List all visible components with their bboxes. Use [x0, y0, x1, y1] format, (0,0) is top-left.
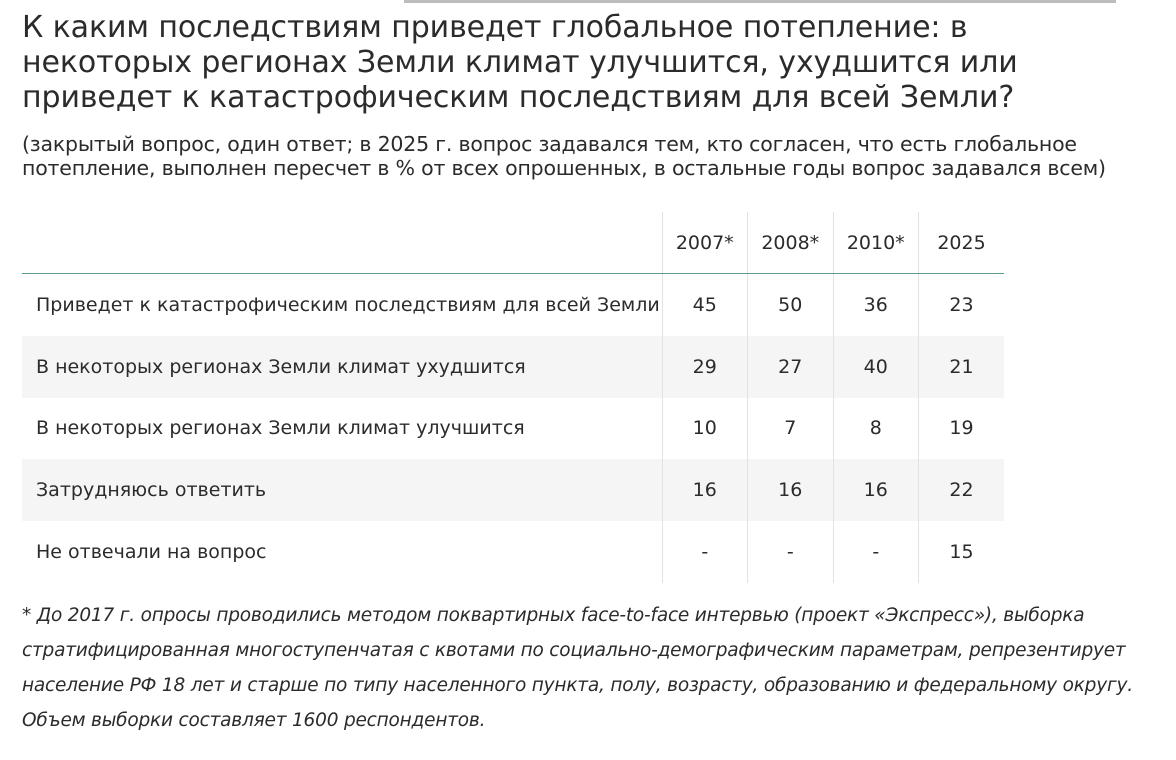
- cell-value: 29: [662, 336, 748, 398]
- top-divider: [404, 0, 1116, 3]
- page-title: К каким последствиям приведет глобальное потепление: в некоторых регионах Земли климат улучшится, ухудшится или приведет к катастрофическим последствиям для всей Земли?: [22, 10, 1018, 115]
- cell-value: 16: [833, 459, 919, 521]
- cell-value: 7: [748, 398, 834, 460]
- cell-value: 16: [662, 459, 748, 521]
- cell-value: 16: [748, 459, 834, 521]
- table-row: [22, 274, 1004, 336]
- cell-value: 21: [919, 336, 1005, 398]
- cell-value: -: [833, 521, 919, 583]
- column-header-2007: 2007*: [662, 212, 748, 274]
- row-label: Не отвечали на вопрос: [36, 541, 267, 564]
- cell-value: -: [662, 521, 748, 583]
- table-row: [22, 398, 1004, 460]
- cell-value: 40: [833, 336, 919, 398]
- question-note: (закрытый вопрос, один ответ; в 2025 г. вопрос задавался тем, кто согласен, что есть глобальное потепление, выполнен пересчет в % от всех опрошенных, в остальные годы вопрос задавался всем): [22, 132, 1106, 180]
- column-header-2010: 2010*: [833, 212, 919, 274]
- table-header-row: [22, 212, 1004, 274]
- row-label: В некоторых регионах Земли климат ухудшится: [22, 336, 662, 398]
- cell-value: 23: [919, 274, 1005, 336]
- table-row: [22, 336, 1004, 398]
- cell-value: 15: [919, 521, 1005, 583]
- results-table: [22, 212, 1004, 583]
- row-label: Приведет к катастрофическим последствиям для всей Земли: [36, 293, 660, 316]
- header-label-cell: [22, 212, 662, 274]
- cell-value: 10: [662, 398, 748, 460]
- cell-value: 8: [833, 398, 919, 460]
- cell-value: 50: [748, 274, 834, 336]
- cell-value: 19: [919, 398, 1005, 460]
- row-label: В некоторых регионах Земли климат улучшится: [36, 417, 525, 440]
- cell-value: 36: [833, 274, 919, 336]
- cell-value: -: [748, 521, 834, 583]
- column-header-2008: 2008*: [748, 212, 834, 274]
- table-row: [22, 459, 1004, 521]
- column-header-2025: 2025: [919, 212, 1005, 274]
- table-row: [22, 521, 1004, 583]
- methodology-footnote: * До 2017 г. опросы проводились методом поквартирных face-to-face интервью (проект «Экспресс»), выборка стратифицированная многоступенчатая с квотами по социально-демографическим параметрам, репрезентирует население РФ 18 лет и старше по типу населенного пункта, полу, возрасту, образованию и федеральному округу. Объем выборки составляет 1600 респондентов.: [22, 605, 1133, 731]
- row-label: Затрудняюсь ответить: [22, 459, 662, 521]
- cell-value: 27: [748, 336, 834, 398]
- cell-value: 22: [919, 459, 1005, 521]
- cell-value: 45: [662, 274, 748, 336]
- results-table-container: [22, 212, 1004, 583]
